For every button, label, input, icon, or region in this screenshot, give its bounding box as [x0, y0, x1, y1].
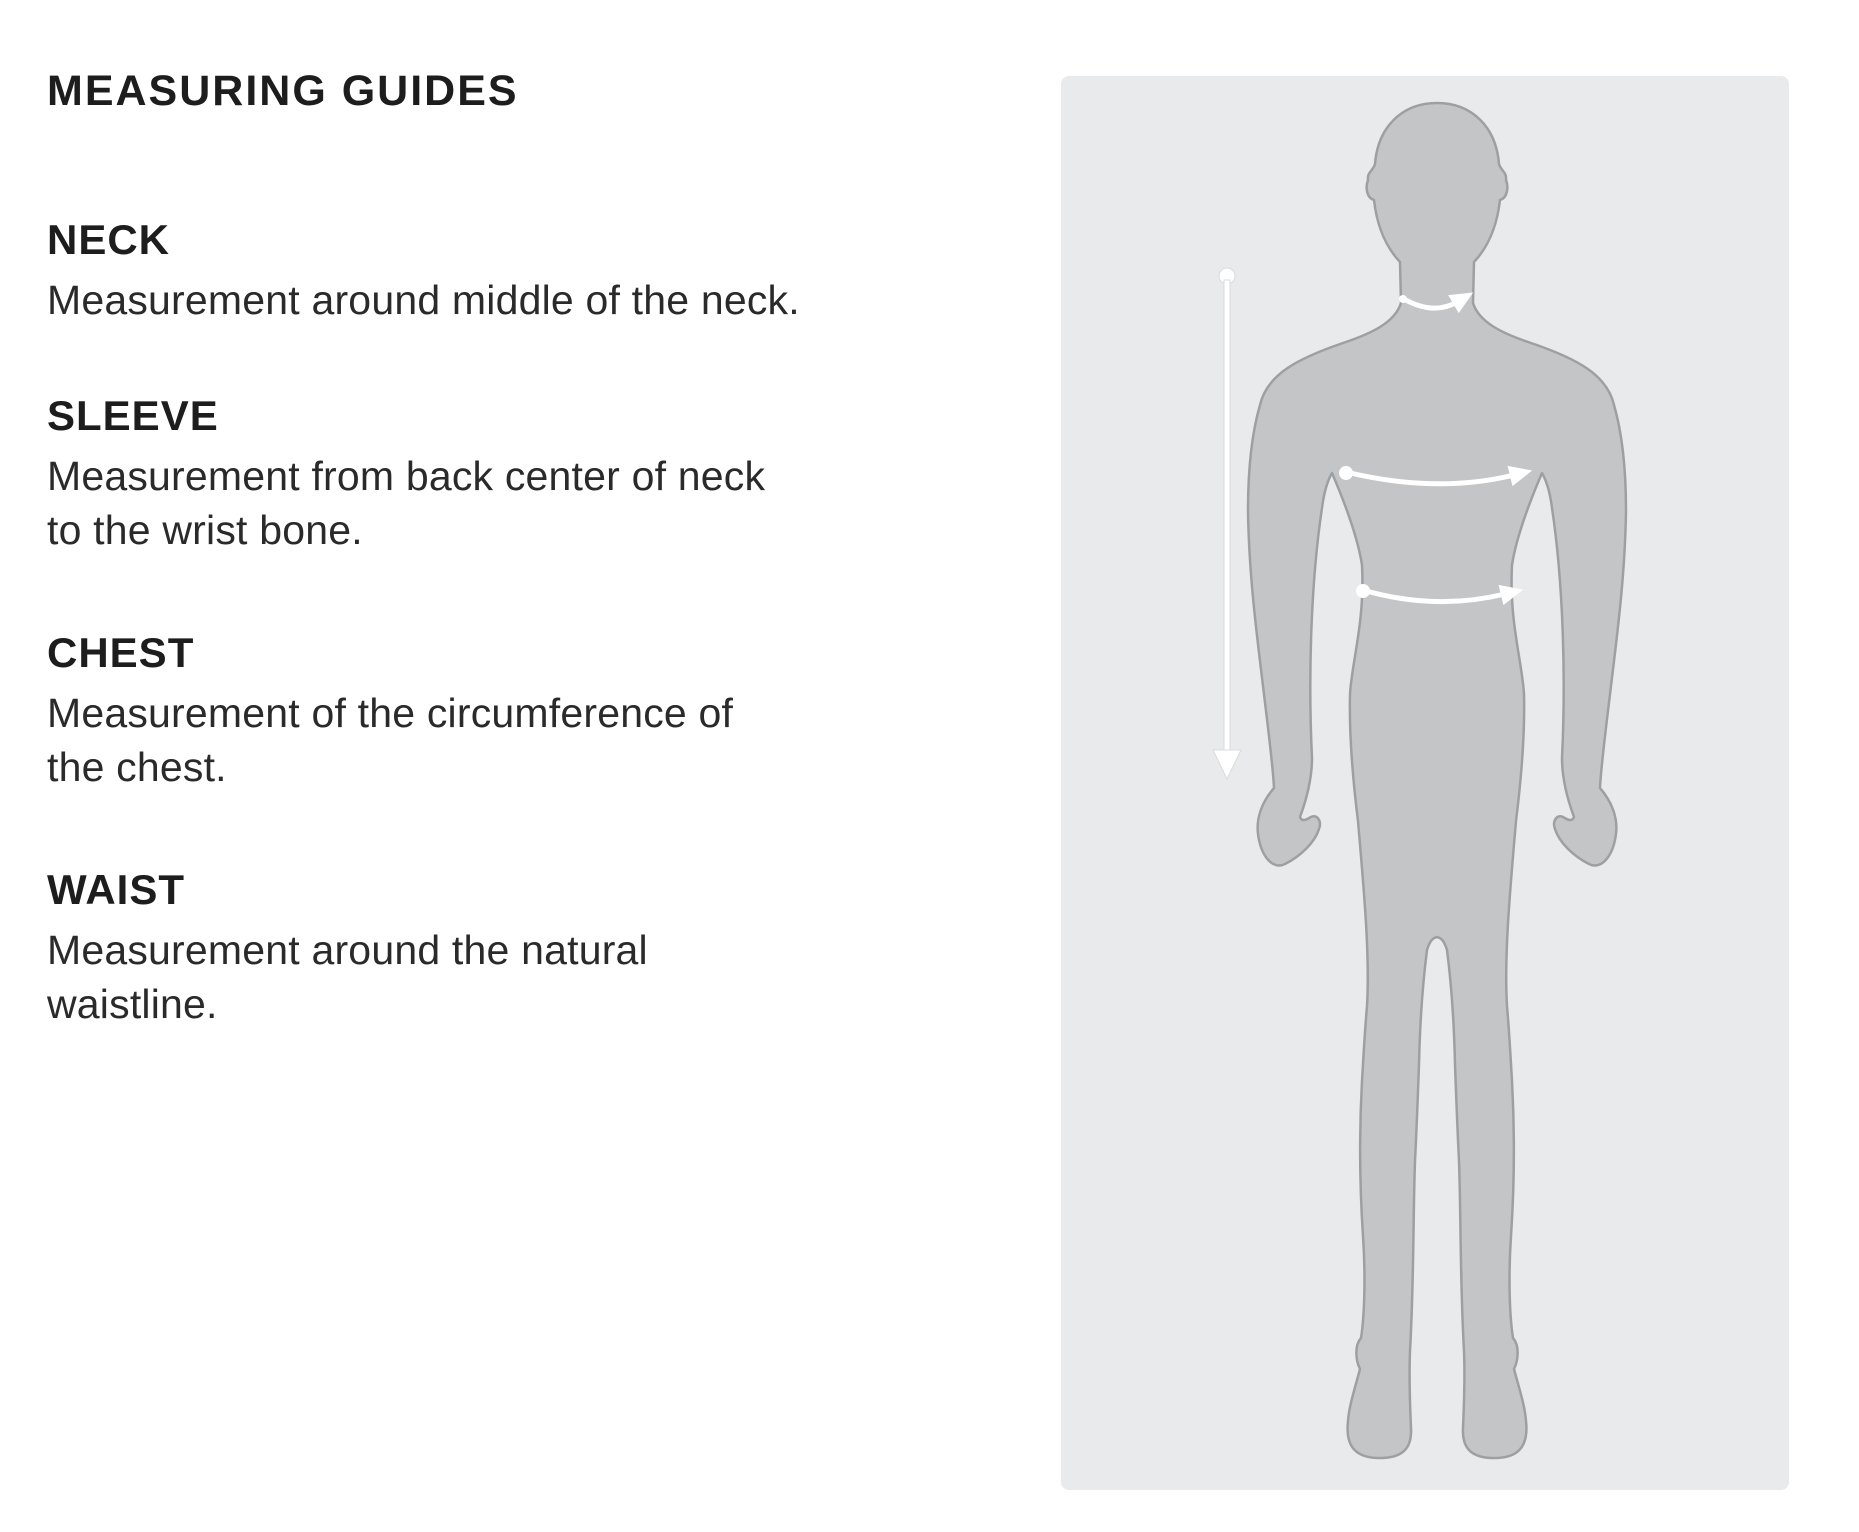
section-description-sleeve	[47, 449, 947, 557]
section-text-line: to the wrist bone.	[47, 507, 363, 553]
section-heading-chest: CHEST	[47, 629, 195, 676]
section-text-line: Measurement from back center of neck	[47, 453, 766, 499]
section-neck	[47, 216, 947, 327]
body-measurement-illustration	[1061, 76, 1789, 1490]
body-diagram	[1061, 76, 1789, 1490]
section-waist	[47, 866, 947, 1031]
section-text-line: the chest.	[47, 744, 227, 790]
section-text-line: Measurement of the circumference of	[47, 690, 734, 736]
section-description-chest	[47, 686, 947, 794]
section-heading-sleeve: SLEEVE	[47, 392, 219, 439]
section-text-line: waistline.	[47, 981, 218, 1027]
page-title: MEASURING GUIDES	[47, 67, 519, 115]
section-heading-neck: NECK	[47, 216, 171, 263]
section-text-line: Measurement around middle of the neck.	[47, 277, 800, 323]
section-description-neck	[47, 273, 947, 327]
section-heading-waist: WAIST	[47, 866, 185, 913]
section-sleeve	[47, 392, 947, 557]
section-text-line: Measurement around the natural	[47, 927, 648, 973]
section-chest	[47, 629, 947, 794]
section-description-waist	[47, 923, 947, 1031]
